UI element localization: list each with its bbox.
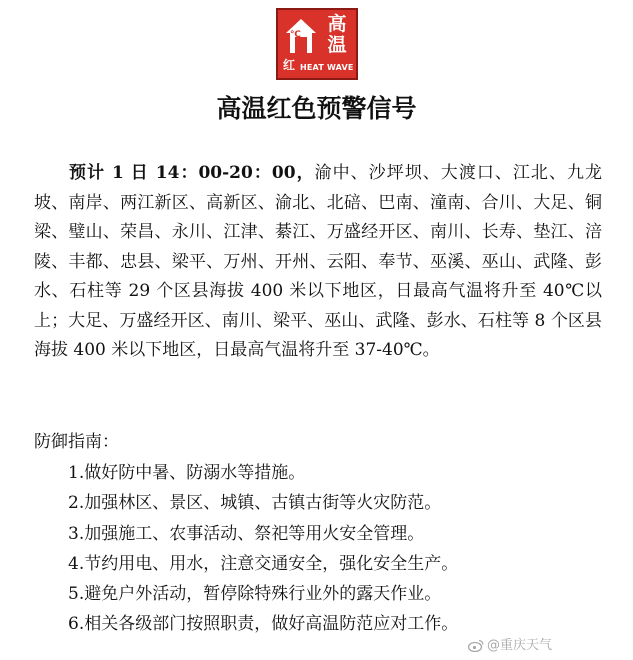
page-title: 高温红色预警信号 bbox=[216, 94, 417, 123]
badge-heat-text: 高温 bbox=[327, 13, 347, 56]
list-item: 3.加强施工、农事活动、祭祀等用火安全管理。 bbox=[68, 523, 425, 544]
weibo-watermark bbox=[468, 634, 552, 653]
badge-level-text: 红 bbox=[283, 58, 296, 72]
guide-list bbox=[68, 458, 458, 640]
warning-time: 预计 1 日 14：00-20：00， bbox=[68, 163, 315, 183]
heat-wave-red-badge bbox=[276, 8, 358, 80]
list-item: 2.加强林区、景区、城镇、古镇古街等火灾防范。 bbox=[68, 493, 442, 514]
warning-areas: 渝中、沙坪坝、大渡口、江北、九龙坡、南岸、两江新区、高新区、渝北、北碚、巴南、潼南、合川、大足、铜梁、璧山、荣昌、永川、江津、綦江、万盛经开区、南川、长寿、垫江、涪陵、丰都、忠县、梁平、万州、开州、云阳、奉节、巫溪、巫山、武隆、彭水、石柱等 29 个区县海拔 400 米以下地区，日最高气温将升至 40℃以上；大足、万盛经开区、南川、梁平、巫山、武隆、彭水、石柱等 8 个区县海拔 400 米以下地区，日最高气温将升至 37-40℃。 bbox=[34, 163, 602, 360]
warning-body bbox=[34, 159, 602, 366]
weibo-icon bbox=[468, 639, 484, 652]
badge-english-text: HEAT WAVE bbox=[300, 63, 354, 72]
watermark-text: @重庆天气 bbox=[487, 638, 553, 653]
list-item: 6.相关各级部门按照职责，做好高温防范应对工作。 bbox=[68, 614, 459, 635]
list-item: 1.做好防中暑、防溺水等措施。 bbox=[68, 463, 306, 483]
guide-heading: 防御指南： bbox=[34, 432, 119, 452]
list-item: 4.节约用电、用水，注意交通安全，强化安全生产。 bbox=[68, 553, 459, 574]
celsius-symbol: ℃ bbox=[290, 30, 301, 40]
list-item: 5.避免户外活动，暂停除特殊行业外的露天作业。 bbox=[68, 584, 442, 605]
